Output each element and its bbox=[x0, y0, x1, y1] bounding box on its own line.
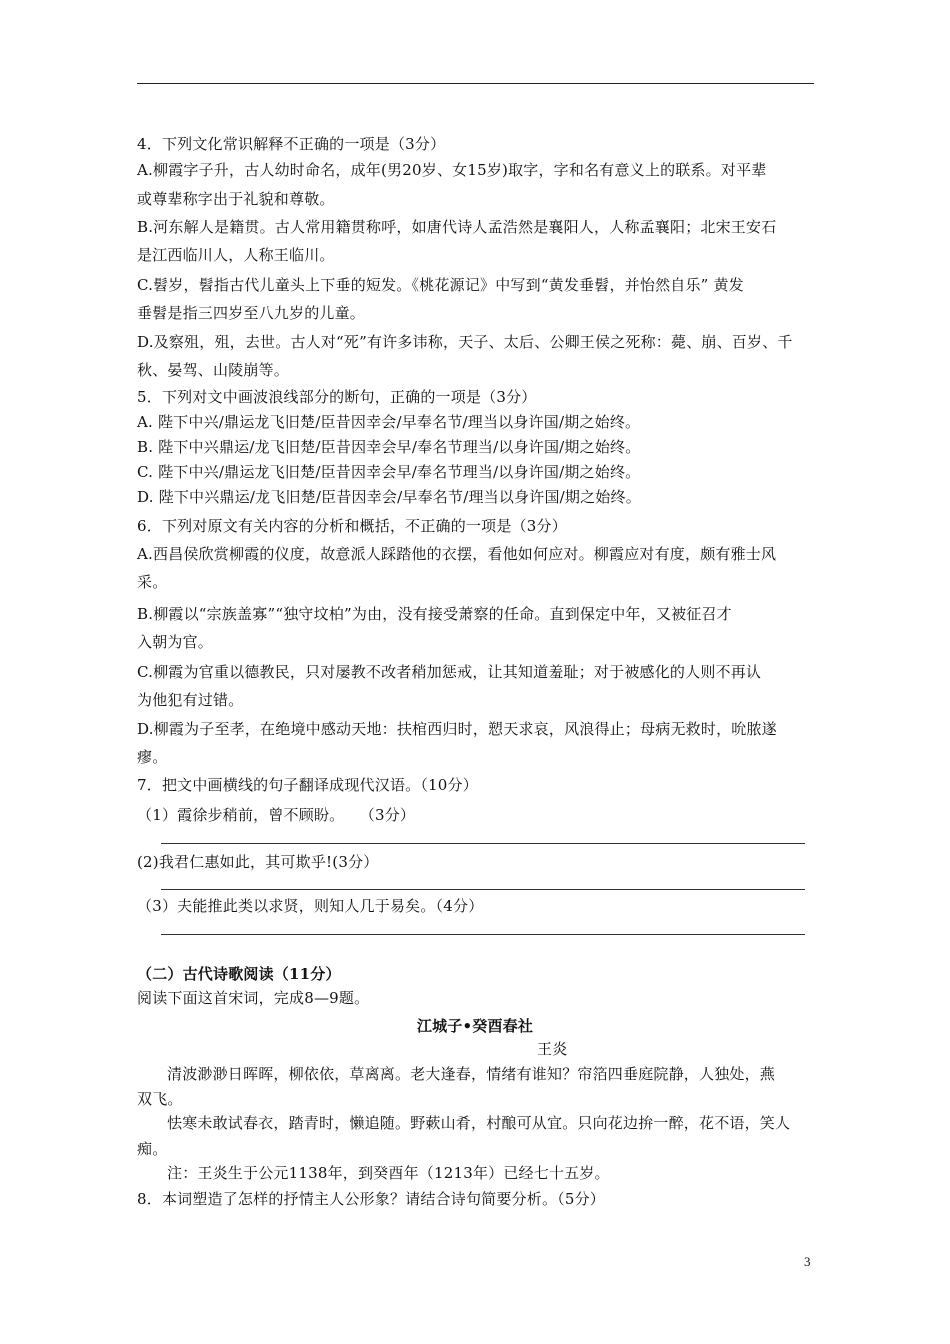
q4-option-d-line2: 秋、晏驾、山陵崩等。 bbox=[137, 361, 290, 379]
q4-stem: 4．下列文化常识解释不正确的一项是（3分） bbox=[137, 135, 446, 153]
page-number: 3 bbox=[804, 1254, 811, 1269]
poem-note: 注：王炎生于公元1138年，到癸酉年（1213年）已经七十五岁。 bbox=[167, 1164, 610, 1182]
section-intro: 阅读下面这首宋词，完成8—9题。 bbox=[137, 989, 370, 1007]
poem-stanza-2-line1: 怯寒未敢试春衣，踏青时，懒追随。野蔌山肴，村酿可从宜。只向花边拚一醉，花不语，笑人 bbox=[167, 1114, 791, 1132]
q7-sentence-2: (2)我君仁惠如此，其可欺乎!(3分） bbox=[137, 853, 379, 871]
q6-option-d-line1: D.柳霞为子至孝，在绝境中感动天地：扶棺西归时，愬天求哀，风浪得止；母病无救时，吮脓遂 bbox=[137, 720, 777, 738]
q5-stem: 5．下列对文中画波浪线部分的断句，正确的一项是（3分） bbox=[137, 388, 537, 406]
q7-sentence-3: （3）夫能推此类以求贤，则知人几于易矣。（4分） bbox=[137, 897, 484, 915]
q6-option-b-line1: B.柳霞以“宗族盖寡”“独守坟柏”为由，没有接受萧察的任命。直到保定中年，又被征召才 bbox=[137, 605, 732, 623]
q4-option-c-line1: C.髫岁，髫指古代儿童头上下垂的短发。《桃花源记》中写到“黄发垂髫，并怡然自乐” 黄发 bbox=[137, 276, 744, 294]
q5-option-a: A. 陛下中兴/鼎运龙飞旧楚/臣昔因幸会/早奉名节/理当以身许国/期之始终。 bbox=[137, 413, 641, 431]
q5-option-b: B. 陛下中兴鼎运/龙飞旧楚/臣昔因幸会早/奉名节理当/以身许国/期之始终。 bbox=[137, 438, 641, 456]
poem-stanza-1-line1: 清波渺渺日晖晖，柳依依，草离离。老大逢春，情绪有谁知？帘箔四垂庭院静，人独处，燕 bbox=[167, 1065, 776, 1083]
q7-stem: 7．把文中画横线的句子翻译成现代汉语。（10分） bbox=[137, 776, 478, 794]
q6-stem: 6．下列对原文有关内容的分析和概括，不正确的一项是（3分） bbox=[137, 517, 567, 535]
q7-sentence-1: （1）霞徐步稍前，曾不顾盼。 （3分） bbox=[137, 806, 416, 824]
q6-option-a-line1: A.西昌侯欣赏柳霞的仪度，故意派人踩踏他的衣摆，看他如何应对。柳霞应对有度，颇有雅士风 bbox=[137, 545, 777, 563]
section-heading: （二）古代诗歌阅读（11分） bbox=[137, 965, 341, 983]
q4-option-a-line2: 或尊辈称字出于礼貌和尊敬。 bbox=[137, 190, 335, 208]
q6-option-c-line1: C.柳霞为官重以德教民，只对屡教不改者稍加惩戒，让其知道羞耻；对于被感化的人则不再认 bbox=[137, 663, 762, 681]
q6-option-a-line2: 采。 bbox=[137, 573, 168, 591]
answer-line-1[interactable] bbox=[161, 843, 805, 844]
answer-line-3[interactable] bbox=[161, 934, 805, 935]
poem-title: 江城子•癸酉春社 bbox=[416, 1017, 534, 1035]
answer-line-2[interactable] bbox=[161, 889, 805, 890]
q6-option-d-line2: 瘳。 bbox=[137, 748, 168, 766]
q4-option-d-line1: D.及察殂，殂，去世。古人对“死”有许多讳称，天子、太后、公卿王侯之死称：薨、崩、百岁、千 bbox=[137, 333, 793, 351]
poem-stanza-1-line2: 双飞。 bbox=[137, 1090, 183, 1108]
q4-option-b-line1: B.河东解人是籍贯。古人常用籍贯称呼，如唐代诗人孟浩然是襄阳人，人称孟襄阳；北宋王安石 bbox=[137, 218, 777, 236]
poem-stanza-2-line2: 痴。 bbox=[137, 1140, 168, 1158]
q4-option-b-line2: 是江西临川人，人称王临川。 bbox=[137, 246, 335, 264]
q6-option-b-line2: 入朝为官。 bbox=[137, 633, 214, 651]
header-rule bbox=[137, 83, 814, 84]
q5-option-d: D. 陛下中兴鼎运/龙飞旧楚/臣昔因幸会/早奉名节/理当以身许国/期之始终。 bbox=[137, 488, 641, 506]
q6-option-c-line2: 为他犯有过错。 bbox=[137, 691, 244, 709]
poem-author: 王炎 bbox=[537, 1040, 568, 1058]
q5-option-c: C. 陛下中兴/鼎运龙飞旧楚/臣昔因幸会早/奉名节理当/以身许国/期之始终。 bbox=[137, 463, 641, 481]
q4-option-c-line2: 垂髫是指三四岁至八九岁的儿童。 bbox=[137, 304, 366, 322]
q4-option-a-line1: A.柳霞字子升，古人幼时命名，成年(男20岁、女15岁)取字，字和名有意义上的联系。对平辈 bbox=[137, 161, 767, 179]
q8-stem: 8．本词塑造了怎样的抒情主人公形象？请结合诗句简要分析。（5分） bbox=[137, 1190, 605, 1208]
